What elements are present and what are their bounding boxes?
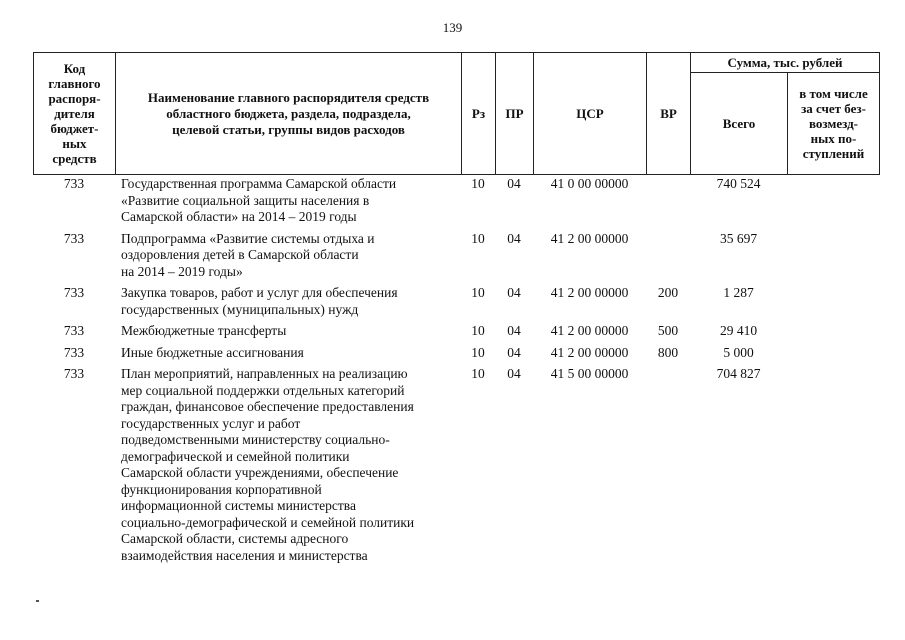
cell-rz: 10 xyxy=(471,230,485,246)
cell-vr xyxy=(646,176,690,226)
cell-name-line: оздоровления детей в Самарской области xyxy=(121,247,359,262)
cell-vr: 800 xyxy=(657,344,679,360)
cell-free xyxy=(787,366,879,564)
cell-csr: 41 2 00 00000 xyxy=(550,285,629,300)
cell-total: 5 000 xyxy=(723,344,754,360)
cell-free xyxy=(787,323,879,340)
table-row xyxy=(33,231,879,281)
cell-pr: 04 xyxy=(507,344,521,360)
cell-total: 35 697 xyxy=(719,230,758,246)
table-row xyxy=(33,176,879,226)
cell-csr: 41 2 00 00000 xyxy=(550,323,629,338)
header-code-line: главного xyxy=(48,76,101,91)
cell-total: 740 524 xyxy=(716,176,761,191)
cell-name-line: подведомственными министерству социально- xyxy=(121,432,390,447)
header-code-line: распоря- xyxy=(48,91,101,106)
header-vr: ВР xyxy=(647,53,691,175)
header-name xyxy=(116,53,462,175)
header-incl-line: ступлений xyxy=(802,146,865,161)
cell-free xyxy=(787,231,879,281)
cell-name-line: Межбюджетные трансферты xyxy=(121,323,287,338)
header-sum: Сумма, тыс. рублей xyxy=(691,53,880,73)
table-row xyxy=(33,345,879,362)
header-code-line: Код xyxy=(63,61,86,76)
header-incl-line: в том числе xyxy=(799,86,868,101)
header-name-line: областного бюджета, раздела, подраздела, xyxy=(166,105,411,121)
cell-free xyxy=(787,176,879,226)
cell-name-line: на 2014 – 2019 годы» xyxy=(121,263,243,279)
header-csr: ЦСР xyxy=(534,53,647,175)
cell-name-line: Самарской области учреждениями, обеспечение xyxy=(121,465,399,480)
cell-total: 29 410 xyxy=(719,323,758,338)
header-code-line: дителя xyxy=(54,106,95,121)
cell-code: 733 xyxy=(63,366,85,381)
cell-rz: 10 xyxy=(471,176,485,191)
scan-mark xyxy=(36,600,39,602)
cell-name-line: государственных (муниципальных) нужд xyxy=(121,301,359,317)
cell-name-line: государственных услуг и работ xyxy=(121,415,301,431)
header-code-line: средств xyxy=(52,151,97,166)
header-rz: Рз xyxy=(462,53,496,175)
cell-csr: 41 0 00 00000 xyxy=(550,176,629,191)
cell-code: 733 xyxy=(63,285,85,300)
cell-total: 704 827 xyxy=(716,366,761,381)
cell-rz: 10 xyxy=(471,285,485,300)
cell-csr: 41 2 00 00000 xyxy=(550,344,629,360)
cell-name xyxy=(115,345,461,362)
cell-name-line: Закупка товаров, работ и услуг для обеспечения xyxy=(121,285,398,300)
cell-name-line: демографической и семейной политики xyxy=(121,448,350,464)
header-name-line: целевой статьи, группы видов расходов xyxy=(172,121,405,137)
cell-free xyxy=(787,285,879,318)
header-incl xyxy=(788,73,880,175)
cell-vr: 200 xyxy=(657,285,679,300)
cell-name-line: «Развитие социальной защиты населения в xyxy=(121,192,370,208)
cell-code: 733 xyxy=(63,176,85,191)
cell-name-line: Подпрограмма «Развитие системы отдыха и xyxy=(121,230,375,246)
cell-vr xyxy=(646,231,690,281)
table-row xyxy=(33,323,879,340)
header-name-line: Наименование главного распорядителя средств xyxy=(147,89,430,105)
header-pr: ПР xyxy=(496,53,534,175)
cell-name xyxy=(115,323,461,340)
cell-name-line: социально-демографической и семейной политики xyxy=(121,514,415,530)
header-code-line: бюджет- xyxy=(50,121,99,136)
header-incl-line: ных по- xyxy=(810,131,857,146)
cell-vr: 500 xyxy=(657,323,679,338)
table-body xyxy=(33,176,879,564)
cell-csr: 41 2 00 00000 xyxy=(550,230,629,246)
cell-pr: 04 xyxy=(507,285,521,300)
cell-rz: 10 xyxy=(471,344,485,360)
cell-pr: 04 xyxy=(507,230,521,246)
cell-name xyxy=(115,176,461,226)
header-code-line: ных xyxy=(62,136,87,151)
table-row xyxy=(33,366,879,564)
cell-code: 733 xyxy=(63,323,85,338)
header-incl-line: возмезд- xyxy=(809,116,858,131)
cell-free xyxy=(787,345,879,362)
table-row xyxy=(33,285,879,318)
cell-name-line: взаимодействия населения и министерства xyxy=(121,547,368,563)
page-number: 139 xyxy=(442,20,463,35)
cell-name-line: Самарской области, системы адресного xyxy=(121,531,349,546)
cell-csr: 41 5 00 00000 xyxy=(550,366,629,381)
cell-name-line: функционирования корпоративной xyxy=(121,481,322,497)
cell-name-line: План мероприятий, направленных на реализацию xyxy=(121,366,408,381)
cell-name-line: информационной системы министерства xyxy=(121,498,356,513)
cell-total: 1 287 xyxy=(723,285,754,300)
header-code xyxy=(34,53,116,175)
cell-vr xyxy=(646,366,690,564)
cell-pr: 04 xyxy=(507,366,521,381)
header-total: Всего xyxy=(691,73,788,175)
cell-code: 733 xyxy=(63,230,85,246)
cell-name xyxy=(115,285,461,318)
cell-name-line: Иные бюджетные ассигнования xyxy=(121,344,304,360)
cell-name-line: Государственная программа Самарской области xyxy=(121,176,397,191)
cell-name xyxy=(115,231,461,281)
cell-rz: 10 xyxy=(471,366,485,381)
cell-pr: 04 xyxy=(507,176,521,191)
table-header xyxy=(33,52,880,175)
cell-name-line: граждан, финансовое обеспечение предоставления xyxy=(121,399,414,414)
cell-name-line: Самарской области» на 2014 – 2019 годы xyxy=(121,209,357,224)
cell-code: 733 xyxy=(63,344,85,360)
header-incl-line: за счет без- xyxy=(801,101,866,116)
cell-pr: 04 xyxy=(507,323,521,338)
cell-name-line: мер социальной поддержки отдельных категорий xyxy=(121,382,405,398)
cell-name xyxy=(115,366,461,564)
cell-rz: 10 xyxy=(471,323,485,338)
